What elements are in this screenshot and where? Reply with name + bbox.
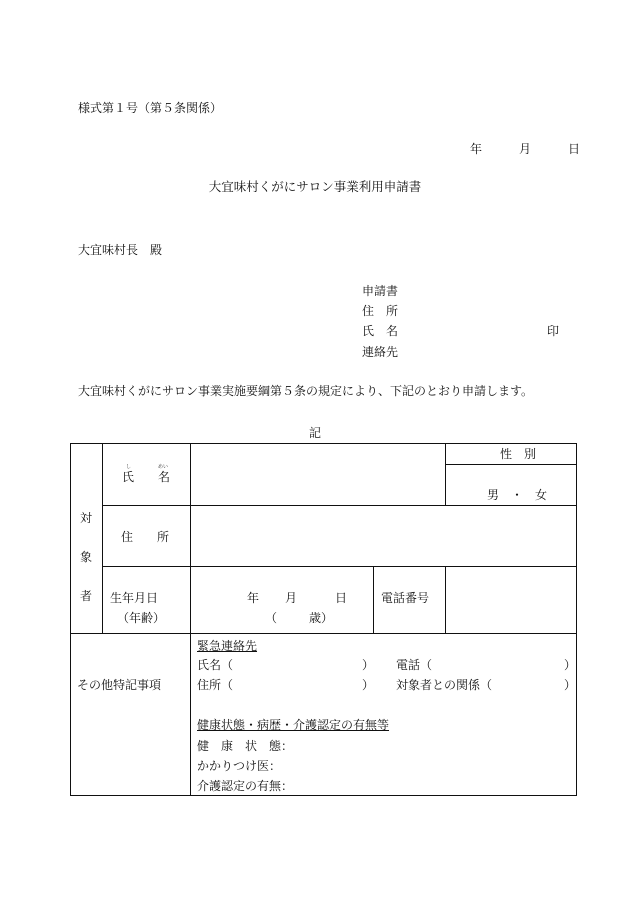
- divider-birth-row: [71, 633, 577, 634]
- other-notes-label: その他特記事項: [77, 678, 162, 692]
- em-phone-close: ）: [564, 658, 577, 672]
- document-title: 大宜味村くがにサロン事業利用申請書: [208, 179, 422, 194]
- em-phone-label: 電話（: [396, 658, 433, 672]
- subject-char-3: 者: [80, 589, 93, 603]
- age-close: 歳）: [309, 611, 334, 625]
- subject-char-2: 象: [80, 550, 93, 564]
- family-doctor-label: かかりつけ医：: [197, 759, 282, 773]
- addressee: 大宜味村長 殿: [78, 243, 163, 257]
- birth-day-label: 日: [335, 591, 348, 605]
- date-year: 年: [470, 142, 483, 156]
- birth-label: 生年月日: [110, 591, 159, 605]
- health-status-label: 健 康 状 態：: [197, 739, 294, 753]
- intro-text: 大宜味村くがにサロン事業実施要綱第５条の規定により、下記のとおり申請します。: [78, 384, 534, 398]
- divider-address-row: [102, 566, 577, 567]
- age-open: （: [265, 611, 278, 625]
- divider-subject-column: [102, 444, 103, 633]
- name-field[interactable]: [191, 445, 445, 505]
- em-relation-label: 対象者との関係（: [396, 678, 493, 692]
- form-table: [70, 443, 577, 796]
- em-name-close: ）: [362, 658, 375, 672]
- em-relation-close: ）: [564, 678, 577, 692]
- applicant-name-label: 氏 名: [362, 324, 399, 338]
- date-month: 月: [519, 142, 532, 156]
- name-ruby-1: し: [126, 464, 132, 470]
- em-address-close: ）: [362, 678, 375, 692]
- health-heading: 健康状態・病歴・介護認定の有無等: [197, 718, 390, 732]
- care-cert-label: 介護認定の有無：: [197, 779, 294, 793]
- applicant-address-label: 住 所: [362, 304, 399, 318]
- gender-label: 性 別: [500, 447, 537, 461]
- name-ruby-2: めい: [158, 464, 169, 470]
- name-label-2: 名: [158, 470, 171, 484]
- address-label: 住 所: [121, 530, 170, 544]
- ki-marker: 記: [308, 426, 321, 440]
- address-field[interactable]: [191, 506, 577, 566]
- divider-gender-header: [445, 464, 577, 465]
- applicant-heading: 申請書: [362, 284, 399, 298]
- subject-char-1: 対: [80, 511, 93, 525]
- emergency-heading: 緊急連絡先: [197, 639, 258, 653]
- phone-label: 電話番号: [381, 591, 430, 605]
- form-number: 様式第１号（第５条関係）: [78, 101, 223, 115]
- name-label-1: 氏: [122, 470, 135, 484]
- birth-month-label: 月: [285, 591, 298, 605]
- em-name-label: 氏名（: [197, 658, 234, 672]
- gender-options[interactable]: 男 ・ 女: [487, 488, 548, 502]
- age-label: （年齢）: [117, 611, 166, 625]
- divider-gender-column: [445, 444, 446, 506]
- em-address-label: 住所（: [197, 678, 234, 692]
- date-day: 日: [568, 142, 581, 156]
- applicant-contact-label: 連絡先: [362, 345, 399, 359]
- phone-field[interactable]: [446, 568, 577, 633]
- seal-mark: 印: [547, 324, 560, 338]
- divider-phone-label: [373, 567, 374, 633]
- birth-year-label: 年: [247, 591, 260, 605]
